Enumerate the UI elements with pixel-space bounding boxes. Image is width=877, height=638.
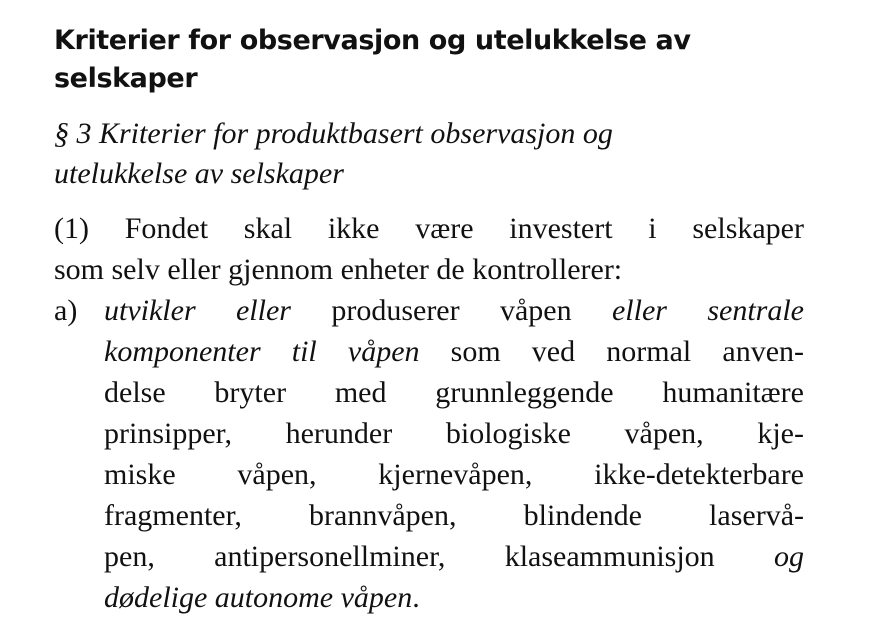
paragraph-1-line-2: som selv eller gjennom enheter de kontrollerer: <box>54 253 623 286</box>
item-a-line-4: prinsipper, herunder biologiske våpen, kje- <box>104 417 804 450</box>
item-a-line-6: fragmenter, brannvåpen, blindende laservå- <box>104 499 804 532</box>
heading-line-1: Kriterier for observasjon og utelukkelse av <box>54 25 691 56</box>
item-a-line-7 <box>104 536 804 577</box>
paragraph-1-line-1: (1) Fondet skal ikke være investert i selskaper <box>54 212 804 245</box>
heading-line-2: selskaper <box>54 63 198 94</box>
list-item-label: a) <box>54 294 78 327</box>
regular-text: produserer våpen <box>290 294 612 327</box>
paragraph-1 <box>54 208 804 290</box>
italic-text: eller sentrale <box>611 294 804 327</box>
section-title <box>54 114 804 194</box>
section-title-line-2: utelukkelse av selskaper <box>54 157 344 190</box>
list-item-a <box>54 290 804 618</box>
regular-text: pen, antipersonellminer, klaseammunisjon <box>104 540 774 573</box>
document-page <box>54 22 804 618</box>
item-a-line-1 <box>104 290 804 331</box>
section-title-line-1: § 3 Kriterier for produktbasert observasjon og <box>54 117 613 150</box>
italic-text: utvikler eller <box>104 294 291 327</box>
item-a-line-5: miske våpen, kjernevåpen, ikke-detekterbare <box>104 458 804 491</box>
item-a-line-2 <box>104 331 804 372</box>
regular-text: . <box>412 581 420 614</box>
italic-text: dødelige autonome våpen <box>104 581 413 614</box>
italic-text: og <box>774 540 804 573</box>
item-a-line-8 <box>104 577 804 618</box>
regular-text: som ved normal anven- <box>419 335 804 368</box>
document-heading <box>54 22 804 98</box>
item-a-line-3: delse bryter med grunnleggende humanitære <box>104 376 804 409</box>
italic-text: komponenter til våpen <box>104 335 420 368</box>
